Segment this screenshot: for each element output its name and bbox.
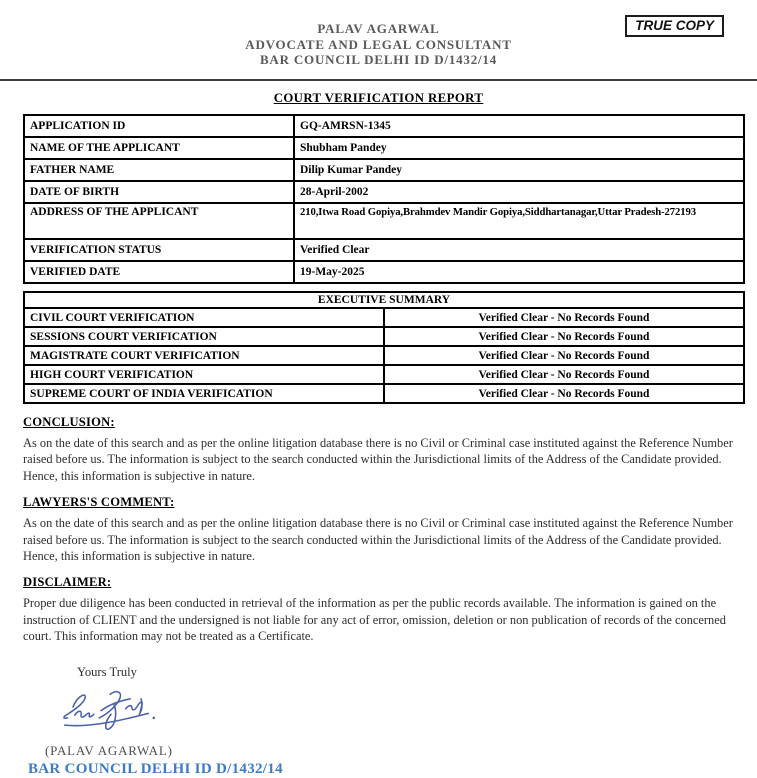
letterhead-name: PALAV AGARWAL: [317, 21, 440, 36]
signature-image: [53, 687, 171, 737]
row-value: Verified Clear - No Records Found: [384, 384, 744, 403]
table-row: [24, 346, 744, 365]
table-row: [24, 115, 744, 137]
signatory-name: (PALAV AGARWAL): [45, 742, 173, 758]
row-label: DATE OF BIRTH: [24, 181, 294, 203]
disclaimer-text: Proper due diligence has been conducted in retrieval of the information as per the public records available. The information is gained on the instruction of CLIENT and the undersigned is not liable for any act of error, omission, deletion or non publication of records of the concerned court. This information may not be treated as a Certificate.: [23, 596, 726, 644]
table-row: [24, 181, 744, 203]
lawyers-comment-heading: LAWYERS'S COMMENT:: [23, 495, 175, 510]
table-row: [24, 261, 744, 283]
section-disclaimer: [23, 575, 745, 644]
row-label: SUPREME COURT OF INDIA VERIFICATION: [24, 384, 384, 403]
salutation: Yours Truly: [77, 664, 137, 679]
row-label: HIGH COURT VERIFICATION: [24, 365, 384, 384]
row-value: 28-April-2002: [294, 181, 744, 203]
report-body: [0, 114, 757, 778]
row-label: APPLICATION ID: [24, 115, 294, 137]
row-value: Verified Clear: [294, 239, 744, 261]
letterhead-bar-id: BAR COUNCIL DELHI ID D/1432/14: [259, 52, 498, 67]
true-copy-stamp: TRUE COPY: [625, 15, 724, 37]
row-value: 19-May-2025: [294, 261, 744, 283]
row-label: FATHER NAME: [24, 159, 294, 181]
report-title: COURT VERIFICATION REPORT: [273, 91, 484, 105]
row-label: CIVIL COURT VERIFICATION: [24, 308, 384, 327]
row-value: Verified Clear - No Records Found: [384, 308, 744, 327]
row-label: MAGISTRATE COURT VERIFICATION: [24, 346, 384, 365]
row-value: Dilip Kumar Pandey: [294, 159, 744, 181]
table-row: [24, 308, 744, 327]
row-value: Verified Clear - No Records Found: [384, 365, 744, 384]
row-label: VERIFICATION STATUS: [24, 239, 294, 261]
conclusion-heading: CONCLUSION:: [23, 415, 115, 429]
table-row: [24, 137, 744, 159]
signatory-bar-id: BAR COUNCIL DELHI ID D/1432/14: [28, 760, 283, 777]
row-value: 210,Itwa Road Gopiya,Brahmdev Mandir Gopiya,Siddhartanagar,Uttar Pradesh-272193: [294, 203, 744, 239]
row-value: Verified Clear - No Records Found: [384, 327, 744, 346]
row-label: NAME OF THE APPLICANT: [24, 137, 294, 159]
section-lawyers-comment: [23, 495, 745, 564]
table-row: [24, 203, 744, 239]
conclusion-text: As on the date of this search and as per the online litigation database there is no Civil or Criminal case instituted against the Reference Number raised before us. The information is subject to the search conducted within the Jurisdictional limits of the Address of the Candidate provided. Hence, this information is subjective in nature.: [23, 436, 733, 483]
executive-summary-title: EXECUTIVE SUMMARY: [24, 292, 744, 308]
row-value: GQ-AMRSN-1345: [294, 115, 744, 137]
table-row: [24, 365, 744, 384]
section-conclusion: [23, 415, 745, 484]
row-label: ADDRESS OF THE APPLICANT: [24, 203, 294, 239]
row-value: Shubham Pandey: [294, 137, 744, 159]
horizontal-divider-rule: [0, 79, 757, 82]
executive-summary-table: [23, 291, 745, 404]
table-row: [24, 239, 744, 261]
table-row: [24, 159, 744, 181]
row-label: VERIFIED DATE: [24, 261, 294, 283]
disclaimer-heading: DISCLAIMER:: [23, 575, 112, 590]
lawyers-comment-text: As on the date of this search and as per the online litigation database there is no Civil or Criminal case instituted against the Reference Number raised before us. The information is subject to the search conducted within the Jurisdictional limits of the Address of the Candidate provided. Hence, this information is subjective in nature.: [23, 516, 733, 564]
letterhead-role: ADVOCATE AND LEGAL CONSULTANT: [245, 36, 512, 52]
table-row: [24, 384, 744, 403]
applicant-details-table: [23, 114, 745, 284]
table-header-row: [24, 292, 744, 308]
row-label: SESSIONS COURT VERIFICATION: [24, 327, 384, 346]
table-row: [24, 327, 744, 346]
row-value: Verified Clear - No Records Found: [384, 346, 744, 365]
